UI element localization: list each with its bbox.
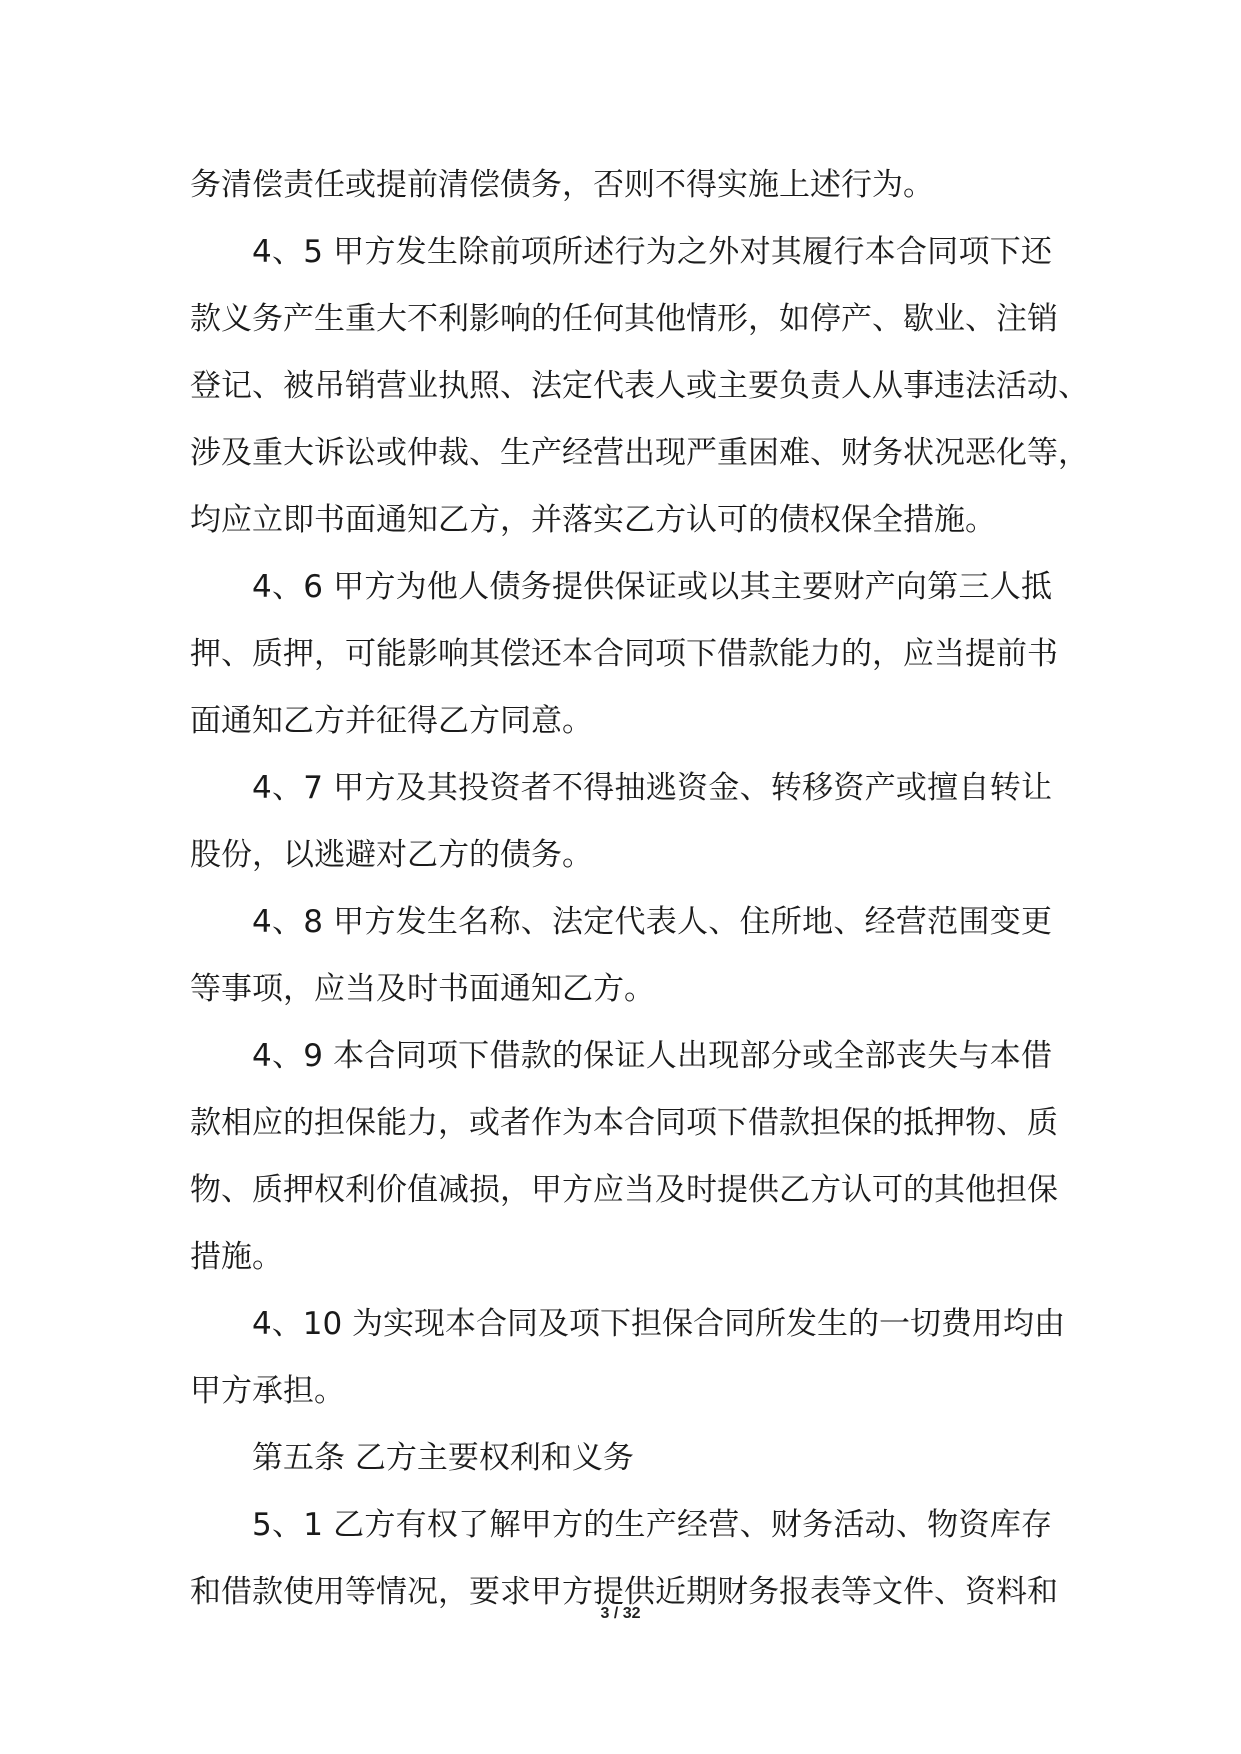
text-line: 4、7 甲方及其投资者不得抽逃资金、转移资产或擅自转让 — [252, 770, 1052, 806]
text-line: 第五条 乙方主要权利和义务 — [252, 1440, 634, 1476]
text-line: 等事项，应当及时书面通知乙方。 — [190, 971, 655, 1007]
text-line: 务清偿责任或提前清偿债务，否则不得实施上述行为。 — [190, 167, 934, 203]
text-line: 4、8 甲方发生名称、法定代表人、住所地、经营范围变更 — [252, 904, 1052, 940]
text-line: 4、5 甲方发生除前项所述行为之外对其履行本合同项下还 — [252, 234, 1052, 270]
text-line: 股份，以逃避对乙方的债务。 — [190, 837, 593, 873]
paragraph — [190, 554, 1058, 755]
paragraph — [190, 219, 1089, 554]
text-line: 5、1 乙方有权了解甲方的生产经营、财务活动、物资库存 — [252, 1507, 1052, 1543]
text-line: 款义务产生重大不利影响的任何其他情形，如停产、歇业、注销 — [190, 301, 1058, 337]
document-body — [190, 152, 1089, 1626]
text-line: 面通知乙方并征得乙方同意。 — [190, 703, 593, 739]
text-line: 款相应的担保能力，或者作为本合同项下借款担保的抵押物、质 — [190, 1105, 1058, 1141]
text-line: 涉及重大诉讼或仲裁、生产经营出现严重困难、财务状况恶化等， — [190, 435, 1089, 471]
text-line: 和借款使用等情况，要求甲方提供近期财务报表等文件、资料和 — [190, 1574, 1058, 1610]
text-line: 均应立即书面通知乙方，并落实乙方认可的债权保全措施。 — [190, 502, 996, 538]
paragraph — [190, 889, 1052, 1023]
paragraph — [190, 1425, 1052, 1492]
text-line: 4、10 为实现本合同及项下担保合同所发生的一切费用均由 — [252, 1306, 1066, 1342]
page-number: 3 / 32 — [600, 1605, 641, 1622]
text-line: 登记、被吊销营业执照、法定代表人或主要负责人从事违法活动、 — [190, 368, 1089, 404]
text-line: 押、质押，可能影响其偿还本合同项下借款能力的，应当提前书 — [190, 636, 1058, 672]
text-line: 4、9 本合同项下借款的保证人出现部分或全部丧失与本借 — [252, 1038, 1052, 1074]
text-line: 甲方承担。 — [190, 1373, 345, 1409]
text-line: 4、6 甲方为他人债务提供保证或以其主要财产向第三人抵 — [252, 569, 1052, 605]
paragraph — [190, 152, 1052, 219]
paragraph — [190, 755, 1052, 889]
paragraph — [190, 1291, 1066, 1425]
text-line: 物、质押权利价值减损，甲方应当及时提供乙方认可的其他担保 — [190, 1172, 1058, 1208]
text-line: 措施。 — [190, 1239, 283, 1275]
paragraph — [190, 1023, 1058, 1291]
